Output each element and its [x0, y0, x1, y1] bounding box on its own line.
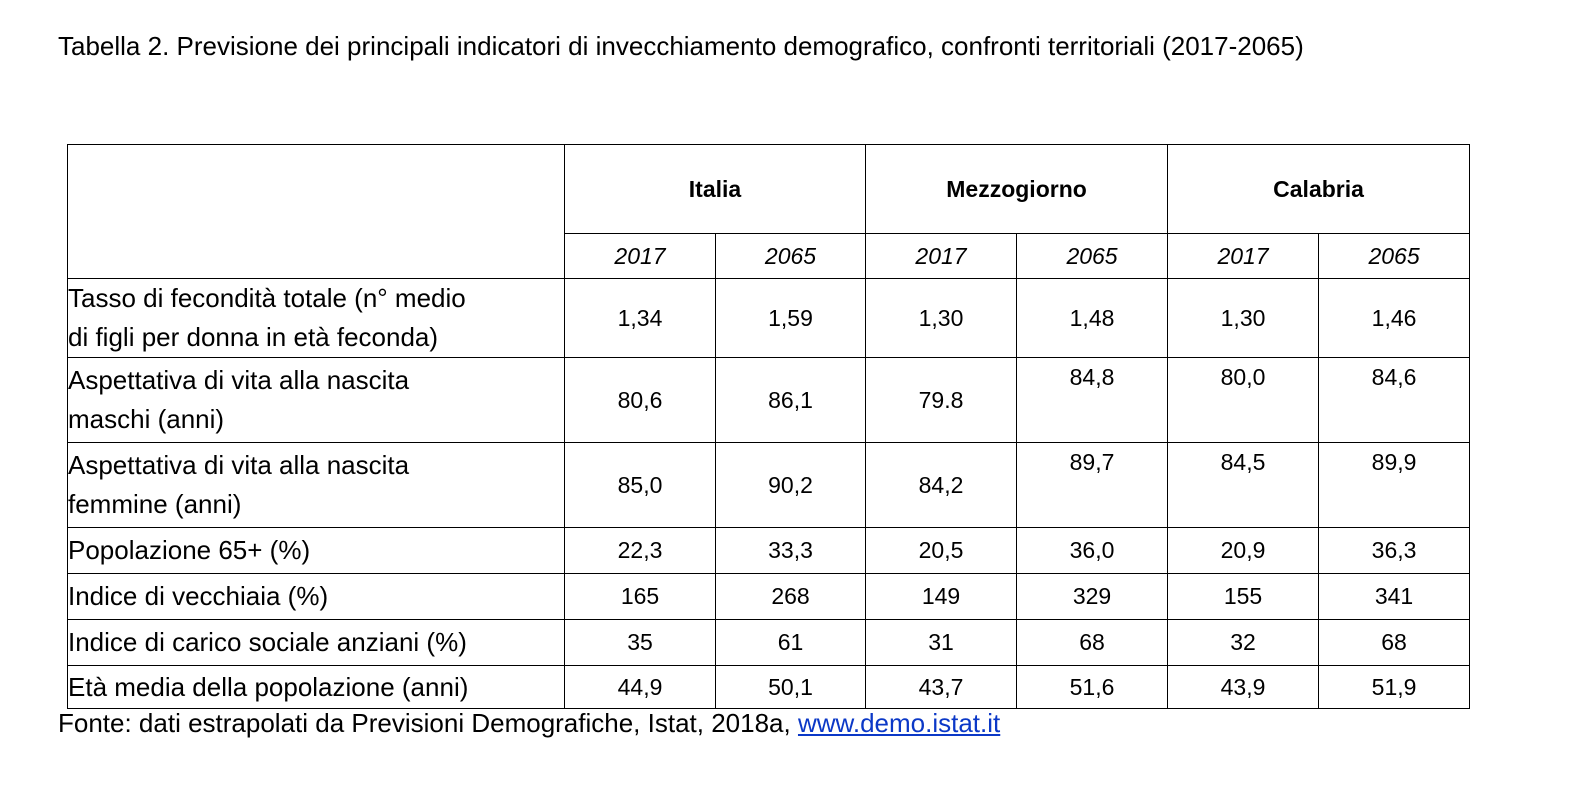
row-label-line: Tasso di fecondità totale (n° medio: [68, 283, 466, 313]
row-label-line: femmine (anni): [68, 489, 242, 519]
row-label-line: maschi (anni): [68, 404, 225, 434]
data-cell: 51,9: [1319, 666, 1470, 709]
row-label-line: di figli per donna in età feconda): [68, 322, 439, 352]
data-cell: 1,46: [1319, 279, 1470, 358]
data-cell: 44,9: [565, 666, 716, 709]
source-note: [58, 704, 1000, 742]
table-row: [68, 620, 1470, 666]
data-cell: 84,8: [1017, 358, 1168, 443]
data-cell: 68: [1319, 620, 1470, 666]
data-cell: 32: [1168, 620, 1319, 666]
data-cell: 51,6: [1017, 666, 1168, 709]
data-cell: 1,30: [866, 279, 1017, 358]
table-row: [68, 666, 1470, 709]
row-label: [68, 574, 565, 620]
data-cell: 80,6: [565, 358, 716, 443]
row-label-line: Indice di vecchiaia (%): [68, 581, 329, 611]
data-cell: 1,30: [1168, 279, 1319, 358]
data-cell: 35: [565, 620, 716, 666]
data-cell: 268: [716, 574, 866, 620]
data-cell: 33,3: [716, 528, 866, 574]
data-cell: 20,5: [866, 528, 1017, 574]
data-cell: 31: [866, 620, 1017, 666]
table-caption: Tabella 2. Previsione dei principali indicatori di invecchiamento demografico, confronti territoriali (2017-2065): [58, 31, 1304, 61]
data-cell: 36,3: [1319, 528, 1470, 574]
year-header: 2017: [1168, 234, 1319, 279]
data-cell: 80,0: [1168, 358, 1319, 443]
year-header: 2065: [1017, 234, 1168, 279]
row-label: [68, 528, 565, 574]
group-header-row: [68, 145, 1470, 234]
data-cell: 329: [1017, 574, 1168, 620]
data-cell: 1,59: [716, 279, 866, 358]
row-label: [68, 279, 565, 358]
data-cell: 1,34: [565, 279, 716, 358]
year-header: 2017: [866, 234, 1017, 279]
source-text: Fonte: dati estrapolati da Previsioni Demografiche, Istat, 2018a,: [58, 708, 798, 738]
group-header-italia: Italia: [565, 145, 866, 234]
row-label-line: Popolazione 65+ (%): [68, 535, 311, 565]
data-cell: 149: [866, 574, 1017, 620]
data-cell: 85,0: [565, 443, 716, 528]
row-label: [68, 358, 565, 443]
data-cell: 43,9: [1168, 666, 1319, 709]
table-row: [68, 279, 1470, 358]
data-cell: 79.8: [866, 358, 1017, 443]
data-cell: 1,48: [1017, 279, 1168, 358]
group-header-mezzogiorno: Mezzogiorno: [866, 145, 1168, 234]
data-cell: 68: [1017, 620, 1168, 666]
source-link[interactable]: www.demo.istat.it: [797, 708, 1001, 738]
data-cell: 84,6: [1319, 358, 1470, 443]
year-header: 2065: [716, 234, 866, 279]
data-cell: 84,5: [1168, 443, 1319, 528]
row-label: [68, 666, 565, 709]
year-header: 2065: [1319, 234, 1470, 279]
data-cell: 22,3: [565, 528, 716, 574]
row-label-line: Aspettativa di vita alla nascita: [68, 450, 410, 480]
row-label-line: Età media della popolazione (anni): [68, 671, 469, 702]
data-cell: 43,7: [866, 666, 1017, 709]
year-header: 2017: [565, 234, 716, 279]
data-cell: 155: [1168, 574, 1319, 620]
row-label-line: Indice di carico sociale anziani (%): [68, 627, 467, 657]
table-row: [68, 574, 1470, 620]
data-cell: 165: [565, 574, 716, 620]
data-cell: 61: [716, 620, 866, 666]
group-header-calabria: Calabria: [1168, 145, 1470, 234]
data-cell: 86,1: [716, 358, 866, 443]
row-label-line: Aspettativa di vita alla nascita: [68, 365, 410, 395]
table-row: [68, 443, 1470, 528]
row-label: [68, 620, 565, 666]
data-cell: 84,2: [866, 443, 1017, 528]
corner-cell: [68, 145, 565, 279]
data-cell: 90,2: [716, 443, 866, 528]
data-cell: 50,1: [716, 666, 866, 709]
data-cell: 36,0: [1017, 528, 1168, 574]
data-cell: 20,9: [1168, 528, 1319, 574]
data-cell: 341: [1319, 574, 1470, 620]
table-row: [68, 528, 1470, 574]
indicators-table: [67, 144, 1470, 709]
table-row: [68, 358, 1470, 443]
row-label: [68, 443, 565, 528]
data-cell: 89,7: [1017, 443, 1168, 528]
data-cell: 89,9: [1319, 443, 1470, 528]
